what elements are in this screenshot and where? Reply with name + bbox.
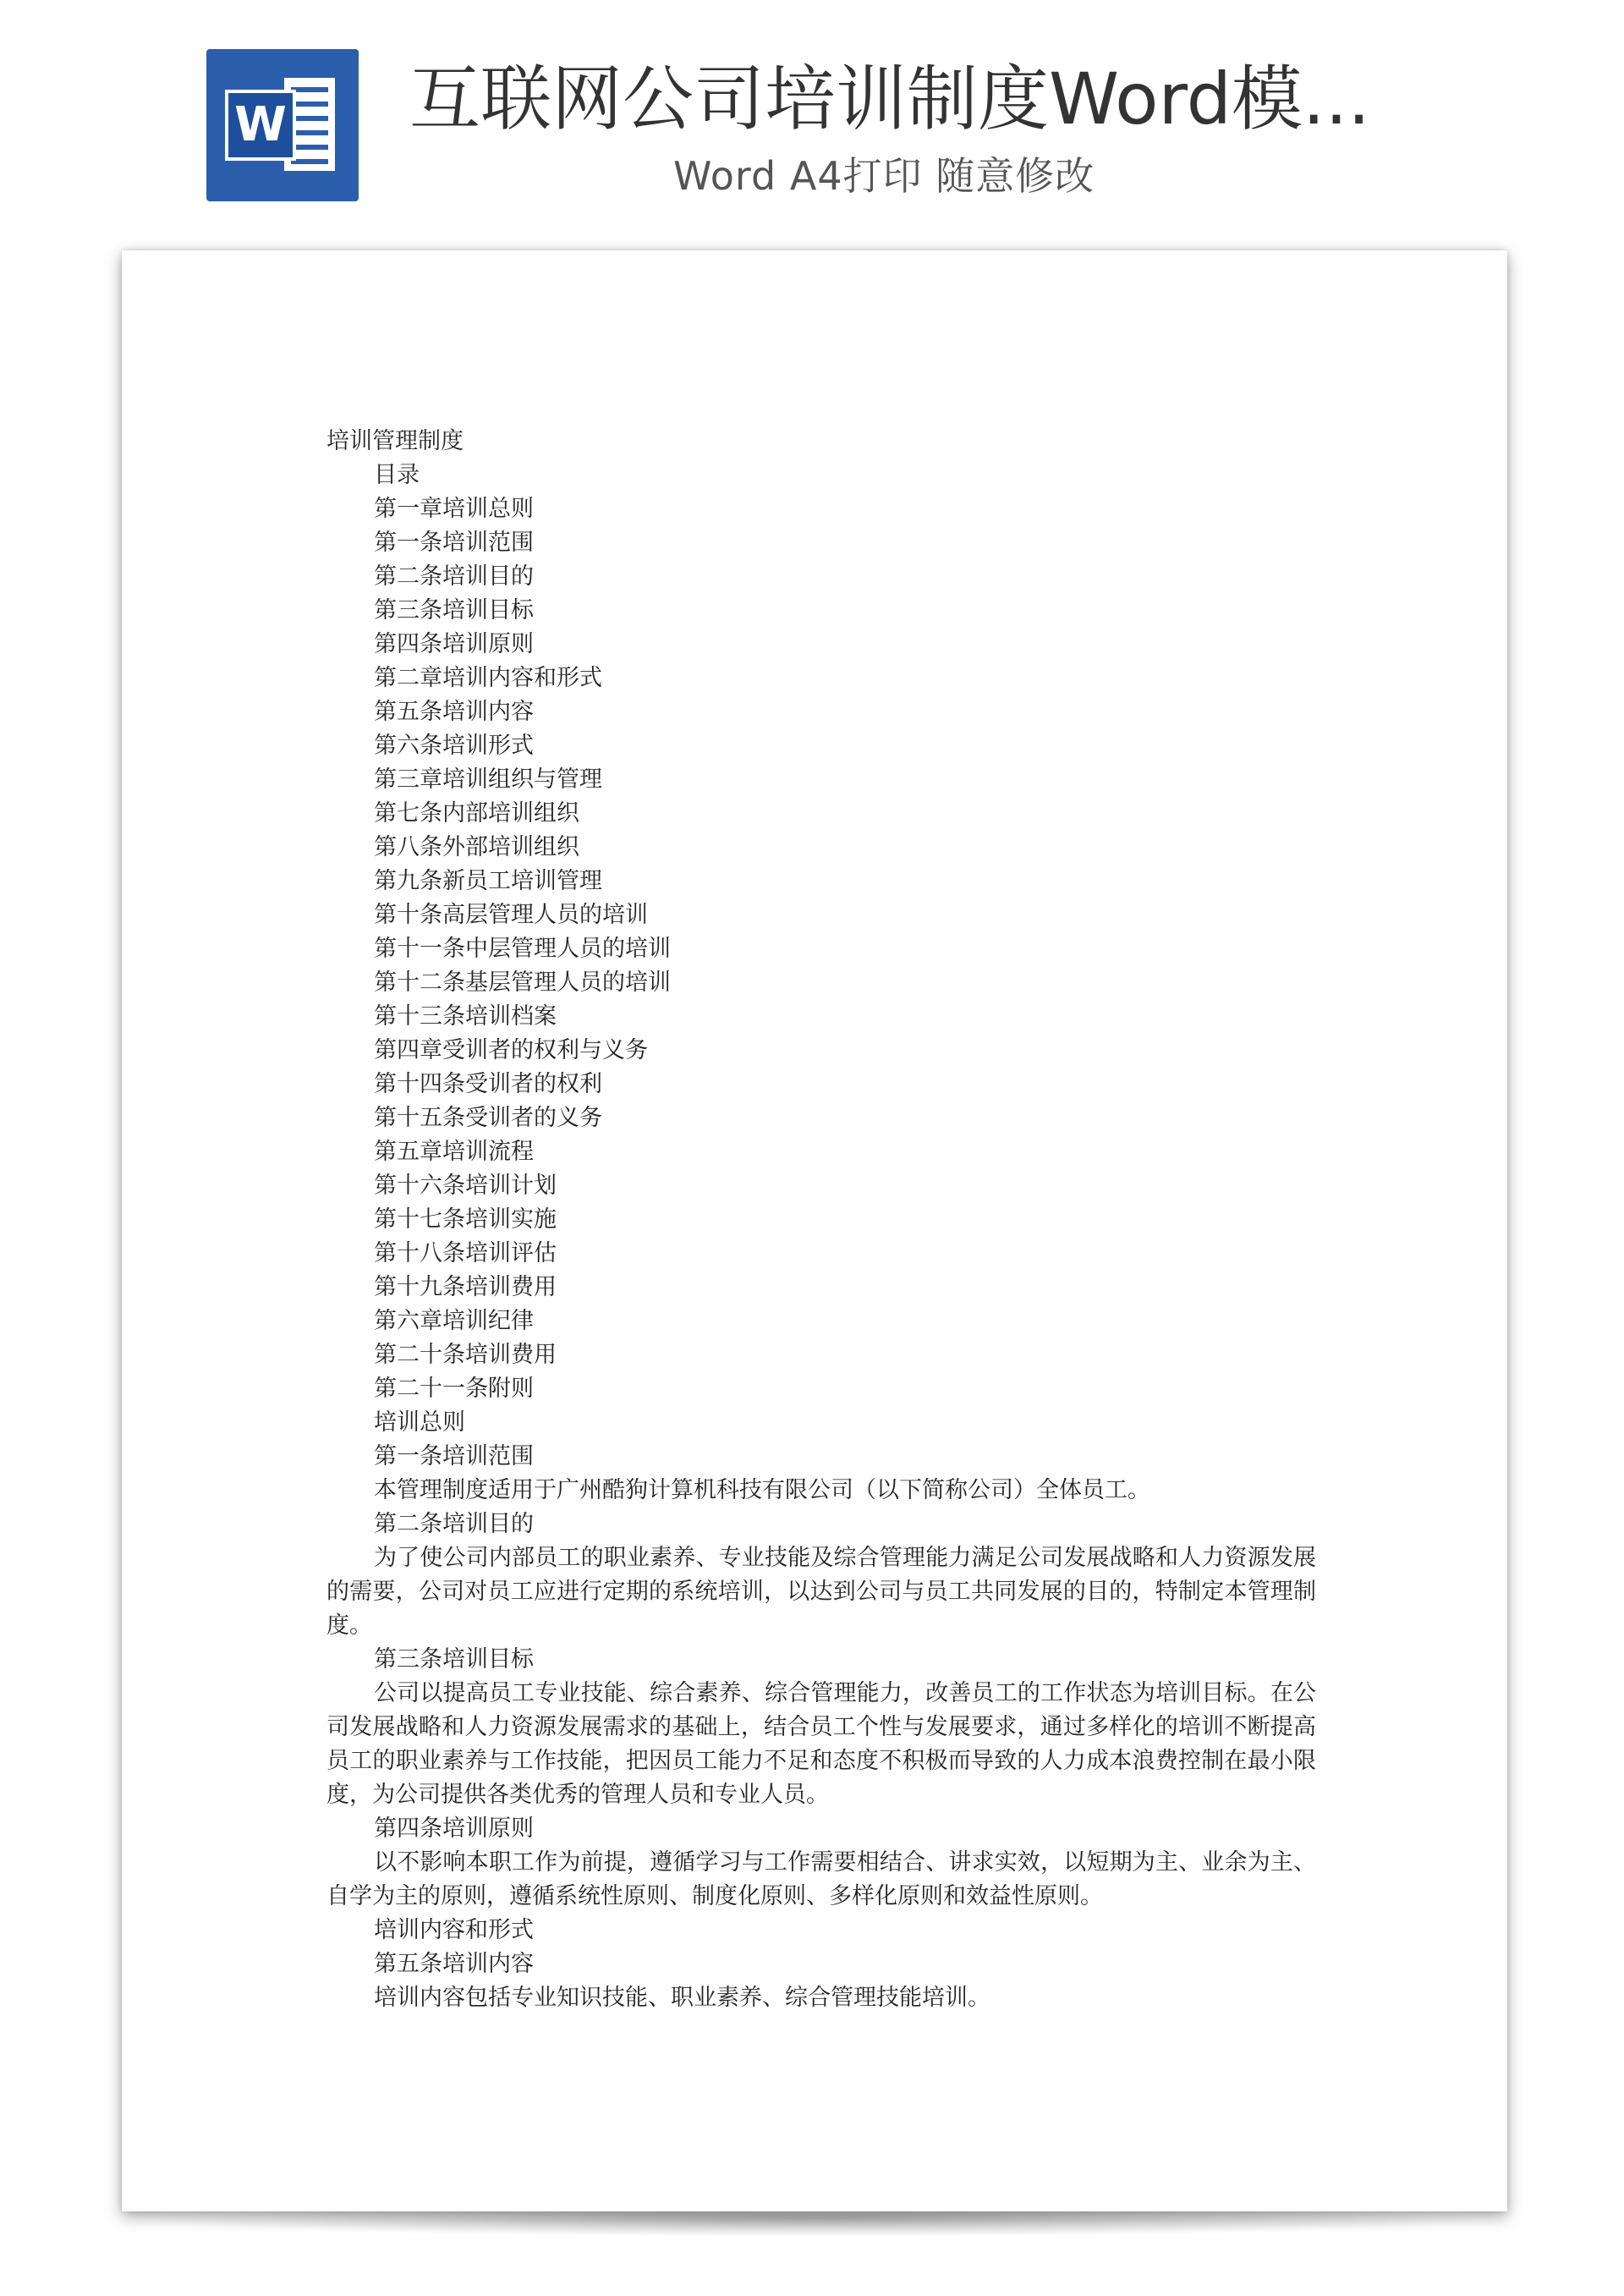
toc-item: 第二十条培训费用 [374,1342,557,1368]
paragraph: 公司以提高员工专业技能、综合素养、综合管理能力，改善员工的工作状态为培训目标。在公司发展战略和人力资源发展需求的基础上，结合员工个性与发展要求，通过多样化的培训不断提高员工的职业素养与工作技能，把因员工能力不足和态度不积极而导致的人力成本浪费控制在最小限度，为公司提供各类优秀的管理人员和专业人员。 [326,1680,1316,1808]
page-subtitle: Word A4打印 随意修改 [673,153,1095,199]
document-body [326,1474,1316,2015]
toc-item: 第三章培训组织与管理 [374,766,602,793]
document-page [122,250,1507,2211]
toc-item: 第十八条培训评估 [374,1240,557,1266]
toc-item: 第四章受训者的权利与义务 [374,1037,648,1063]
toc-item: 第七条内部培训组织 [374,800,579,827]
toc-item: 第九条新员工培训管理 [374,868,602,894]
toc-item: 培训总则 [374,1409,465,1436]
toc-item: 第四条培训原则 [374,631,534,657]
toc-item: 第十四条受训者的权利 [374,1071,602,1097]
toc-item: 第五章培训流程 [374,1139,534,1165]
paragraph: 为了使公司内部员工的职业素养、专业技能及综合管理能力满足公司发展战略和人力资源发展的需要，公司对员工应进行定期的系统培训，以达到公司与员工共同发展的目的，特制定本管理制度。 [326,1545,1316,1639]
toc-item: 第十三条培训档案 [374,1003,557,1030]
toc-item: 目录 [374,462,420,488]
toc-item: 第八条外部培训组织 [374,834,579,860]
section-heading: 第四条培训原则 [374,1815,534,1842]
paragraph: 培训内容包括专业知识技能、职业素养、综合管理技能培训。 [374,1985,990,2011]
toc-item: 第六章培训纪律 [374,1308,534,1334]
section-heading: 第五条培训内容 [374,1951,534,1977]
toc-item: 第十条高层管理人员的培训 [374,902,648,928]
word-letter-badge: W [225,90,296,161]
toc-item: 第三条培训目标 [374,597,534,623]
paragraph: 以不影响本职工作为前提，遵循学习与工作需要相结合、讲求实效，以短期为主、业余为主、自学为主的原则，遵循系统性原则、制度化原则、多样化原则和效益性原则。 [326,1849,1316,1909]
toc-item: 第六条培训形式 [374,733,534,759]
word-doc-icon [206,49,359,201]
toc-item: 第十二条基层管理人员的培训 [374,969,671,996]
toc-item: 第二章培训内容和形式 [374,665,602,691]
toc-item: 第十九条培训费用 [374,1274,557,1300]
toc-item: 第五条培训内容 [374,699,534,725]
toc-item: 第一章培训总则 [374,496,534,522]
section-heading: 培训内容和形式 [374,1917,534,1943]
document-content [326,425,1316,2015]
toc-item: 第十七条培训实施 [374,1206,557,1233]
toc-item: 第一条培训范围 [374,530,534,556]
paragraph: 本管理制度适用于广州酷狗计算机科技有限公司（以下简称公司）全体员工。 [374,1477,1150,1503]
toc-item: 第十五条受训者的义务 [374,1105,602,1131]
toc-item: 第十六条培训计划 [374,1173,557,1199]
toc-item: 第二十一条附则 [374,1376,534,1402]
document-heading: 培训管理制度 [326,428,464,454]
toc-item: 第二条培训目的 [374,563,534,590]
table-of-contents [326,459,1316,1474]
toc-item: 第一条培训范围 [374,1443,534,1469]
page-title: 互联网公司培训制度Word模... [409,58,1371,140]
section-heading: 第三条培训目标 [374,1646,534,1673]
section-heading: 第二条培训目的 [374,1511,534,1537]
toc-item: 第十一条中层管理人员的培训 [374,936,671,962]
